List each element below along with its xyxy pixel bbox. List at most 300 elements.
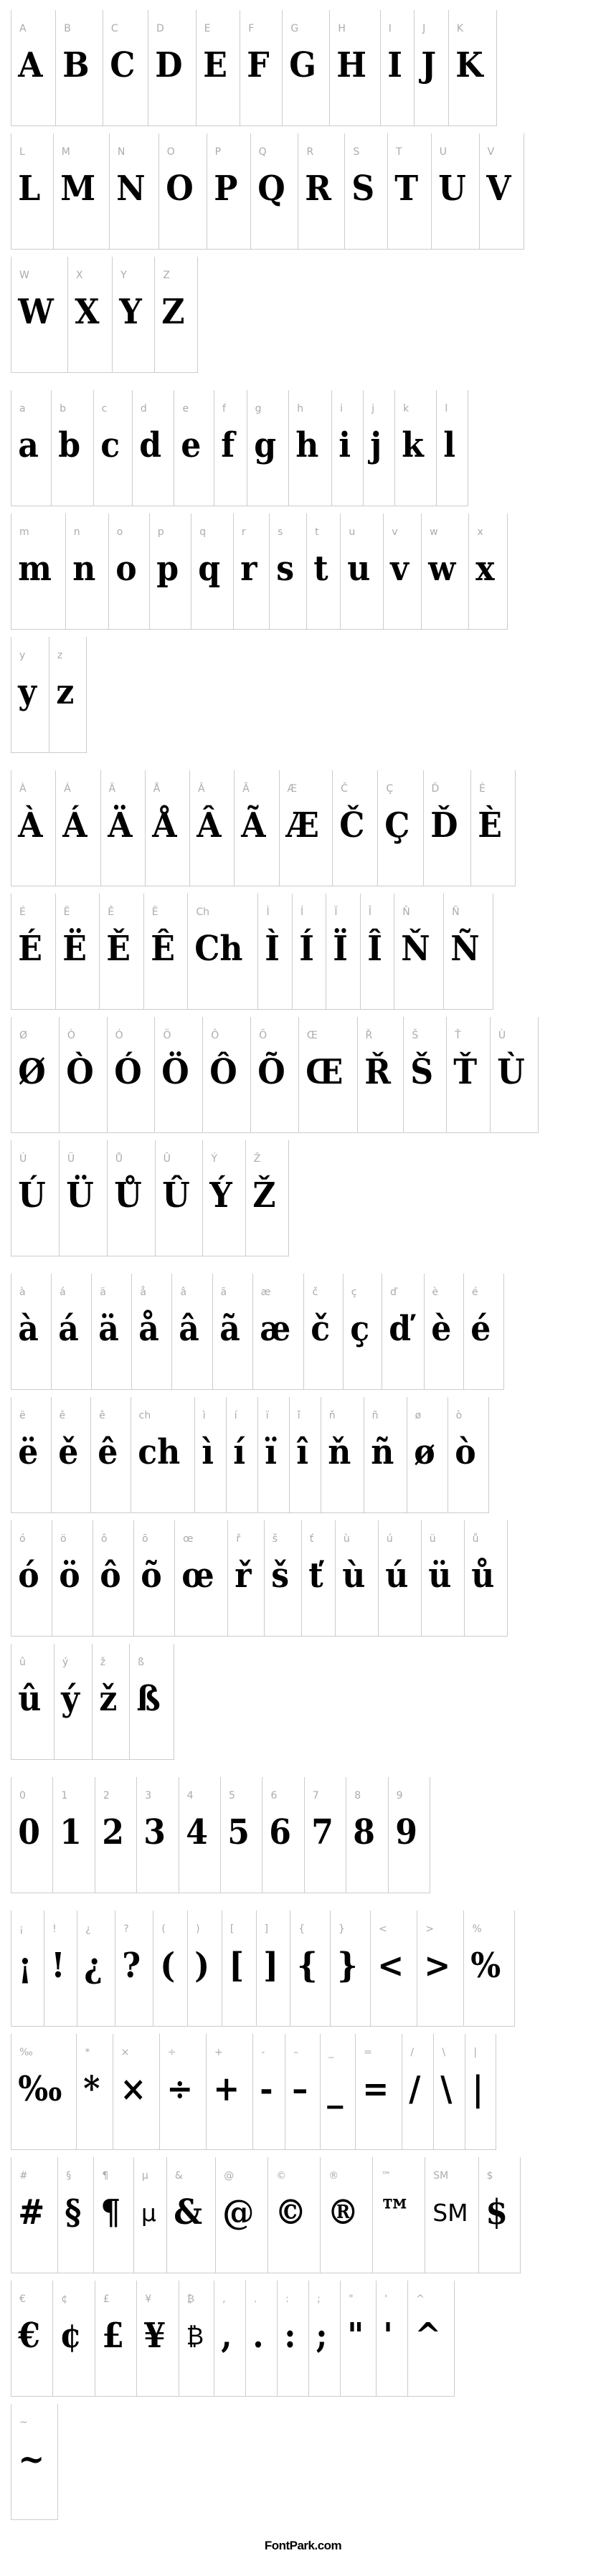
glyph-label: ‰ [19, 2047, 33, 2058]
glyph-label: i [340, 403, 344, 415]
glyph-preview: \ [440, 2069, 453, 2109]
glyph-cell [148, 10, 196, 126]
glyph-preview: W [18, 292, 54, 332]
glyph-label: w [430, 526, 438, 538]
glyph-cell [382, 1274, 424, 1390]
glyph-label: ž [100, 1657, 106, 1668]
glyph-label: Ě [108, 906, 115, 918]
glyph-label: e [182, 403, 189, 415]
glyph-cell [11, 2034, 76, 2150]
glyph-cell [11, 1397, 51, 1513]
glyph-preview: à [18, 1309, 39, 1349]
glyph-cell [357, 1017, 404, 1133]
glyph-preview: < [377, 1946, 404, 1986]
glyph-cell [421, 513, 468, 630]
glyph-preview: É [18, 929, 42, 969]
glyph-cell [257, 1397, 289, 1513]
glyph-cell [129, 1644, 174, 1760]
glyph-preview: a [18, 425, 39, 465]
glyph-label: Ì [266, 906, 270, 918]
glyph-label: O [166, 146, 175, 158]
glyph-preview: ř [235, 1555, 252, 1596]
glyph-label: k [403, 403, 409, 415]
glyph-preview: - [260, 2069, 273, 2109]
glyph-cell [344, 133, 387, 250]
glyph-cell [93, 1520, 133, 1637]
glyph-label: č [312, 1287, 318, 1298]
glyph-cell [256, 1910, 290, 2027]
glyph-cell [103, 10, 148, 126]
glyph-preview: K [455, 45, 483, 85]
glyph-preview: i [338, 425, 351, 465]
glyph-label: = [364, 2047, 372, 2058]
glyph-preview: 9 [394, 1812, 417, 1852]
glyph-row [11, 1644, 602, 1760]
glyph-label: î [297, 1410, 300, 1421]
glyph-preview: ñ [370, 1432, 394, 1472]
glyph-cell [76, 2034, 112, 2150]
glyph-cell [55, 894, 100, 1010]
glyph-cell [247, 390, 289, 506]
glyph-cell [423, 770, 471, 886]
glyph-label: à [19, 1287, 26, 1298]
glyph-cell [308, 2281, 340, 2397]
glyph-cell [372, 2157, 425, 2273]
glyph-label: ö [60, 1533, 67, 1545]
glyph-cell [107, 1140, 155, 1256]
glyph-label: Ò [67, 1030, 75, 1041]
glyph-cell [304, 1777, 346, 1893]
glyph-preview: 6 [269, 1812, 292, 1852]
glyph-cell [320, 2034, 355, 2150]
glyph-cell [402, 2034, 433, 2150]
glyph-preview: m [18, 549, 52, 589]
glyph-label: ¢ [61, 2293, 68, 2305]
glyph-preview: ch [137, 1432, 180, 1472]
glyph-cell [320, 2157, 372, 2273]
glyph-label: © [276, 2170, 287, 2182]
glyph-cell [252, 1274, 304, 1390]
glyph-preview: € [18, 2316, 40, 2356]
glyph-preview: $ [485, 2192, 508, 2232]
glyph-label: ^ [416, 2293, 425, 2305]
glyph-cell [363, 390, 394, 506]
glyph-label: ! [52, 1923, 57, 1935]
glyph-label: ~ [19, 2417, 28, 2428]
glyph-preview: f [221, 425, 235, 465]
glyph-preview: ¡ [18, 1946, 32, 1986]
glyph-cell [51, 390, 93, 506]
glyph-preview: s [276, 549, 295, 589]
glyph-cell [11, 1140, 59, 1256]
glyph-preview: q [198, 549, 221, 589]
glyph-preview: µ [141, 2199, 156, 2227]
glyph-row [11, 390, 602, 506]
glyph-preview: û [18, 1679, 42, 1719]
glyph-cell [407, 2281, 455, 2397]
glyph-label: Œ [306, 1030, 318, 1041]
glyph-row [11, 10, 602, 126]
glyph-label: 3 [145, 1790, 152, 1801]
glyph-row [11, 1777, 602, 1893]
glyph-preview: š [270, 1555, 289, 1596]
glyph-label: ¥ [145, 2293, 152, 2305]
glyph-preview: ě [57, 1432, 78, 1472]
glyph-cell [11, 637, 49, 753]
glyph-label: µ [141, 2170, 148, 2182]
glyph-cell [131, 1397, 194, 1513]
glyph-label: H [338, 23, 346, 34]
glyph-row [11, 257, 602, 373]
glyph-label: ë [19, 1410, 26, 1421]
glyph-cell [448, 1397, 489, 1513]
glyph-preview: ! [51, 1946, 65, 1986]
glyph-cell [51, 1274, 91, 1390]
glyph-cell [11, 1017, 59, 1133]
glyph-preview: v [390, 549, 409, 589]
glyph-label: v [392, 526, 398, 538]
glyph-cell [155, 1140, 203, 1256]
glyph-cell [11, 1910, 44, 2027]
glyph-label: Č [341, 783, 348, 795]
glyph-row [11, 1140, 602, 1256]
glyph-cell [425, 2157, 478, 2273]
glyph-label: ™ [381, 2170, 392, 2182]
glyph-cell [250, 133, 298, 250]
glyph-cell [158, 133, 207, 250]
glyph-label: É [19, 906, 26, 918]
glyph-label: ÷ [167, 2047, 176, 2058]
glyph-cell [202, 1140, 245, 1256]
glyph-preview: E [202, 45, 227, 85]
glyph-row [11, 770, 602, 886]
glyph-cell [52, 1520, 93, 1637]
glyph-cell [303, 1274, 342, 1390]
glyph-row [11, 2034, 602, 2150]
glyph-preview: ] [262, 1946, 278, 1986]
glyph-preview: ; [316, 2316, 328, 2356]
glyph-preview: 7 [311, 1812, 333, 1852]
glyph-label: [ [229, 1923, 235, 1935]
glyph-preview: M [60, 169, 95, 209]
glyph-label: 7 [312, 1790, 319, 1801]
glyph-preview: j [370, 425, 382, 465]
glyph-cell [149, 513, 191, 630]
glyph-cell [343, 1274, 382, 1390]
glyph-preview: ê [98, 1432, 118, 1472]
glyph-cell [91, 1274, 131, 1390]
glyph-label: Z [163, 270, 171, 281]
glyph-label: ê [99, 1410, 105, 1421]
glyph-label: ñ [371, 1410, 379, 1421]
glyph-row [11, 513, 602, 630]
glyph-cell [115, 1910, 153, 2027]
glyph-preview: S [351, 169, 375, 209]
glyph-cell [330, 1910, 370, 2027]
glyph-cell [380, 10, 414, 126]
glyph-label: Ť [455, 1030, 461, 1041]
glyph-label: ů [472, 1533, 479, 1545]
glyph-label: ' [384, 2293, 387, 2305]
glyph-preview: 4 [185, 1812, 208, 1852]
glyph-preview: ď [389, 1309, 412, 1349]
glyph-cell [331, 390, 363, 506]
glyph-section-lowercase-accented [11, 1274, 602, 1760]
glyph-label: ¶ [102, 2170, 109, 2182]
glyph-label: x [477, 526, 483, 538]
glyph-preview: Ú [18, 1175, 46, 1216]
glyph-label: o [116, 526, 123, 538]
glyph-preview: I [387, 45, 402, 85]
glyph-preview: Œ [306, 1052, 344, 1092]
glyph-preview: n [72, 549, 96, 589]
glyph-cell [95, 1777, 136, 1893]
glyph-row [11, 1910, 602, 2027]
glyph-cell [214, 390, 247, 506]
glyph-preview: & [174, 2192, 202, 2232]
glyph-label: 0 [19, 1790, 26, 1801]
glyph-label: í [234, 1410, 237, 1421]
glyph-preview: 1 [60, 1812, 82, 1852]
glyph-label: L [19, 146, 25, 158]
glyph-cell [93, 2157, 133, 2273]
glyph-cell [11, 10, 55, 126]
glyph-cell [470, 770, 516, 886]
glyph-preview: Ü [66, 1175, 94, 1216]
glyph-cell [187, 894, 257, 1010]
glyph-preview: k [402, 425, 424, 465]
glyph-label: z [57, 650, 63, 661]
glyph-preview: > [424, 1946, 451, 1986]
glyph-preview: § [65, 2192, 82, 2232]
glyph-preview: × [119, 2069, 146, 2109]
glyph-label: Í [300, 906, 304, 918]
glyph-preview: 0 [18, 1812, 40, 1852]
glyph-label: ® [328, 2170, 339, 2182]
glyph-label: ( [161, 1923, 166, 1935]
glyph-cell [90, 1397, 131, 1513]
glyph-cell [463, 1910, 515, 2027]
glyph-preview: F [247, 45, 270, 85]
glyph-label: Ç [386, 783, 394, 795]
glyph-preview: Ø [18, 1052, 46, 1092]
glyph-row [11, 2281, 602, 2397]
glyph-label: Ñ [452, 906, 460, 918]
glyph-cell [306, 513, 340, 630]
glyph-cell [11, 2157, 57, 2273]
glyph-cell [194, 1397, 226, 1513]
glyph-preview: ň [327, 1432, 351, 1472]
glyph-cell [207, 133, 250, 250]
glyph-cell [143, 894, 188, 1010]
glyph-preview: | [472, 2069, 484, 2109]
glyph-cell [153, 1910, 187, 2027]
glyph-cell [154, 1017, 202, 1133]
glyph-label: Ô [211, 1030, 219, 1041]
glyph-preview: e [181, 425, 202, 465]
glyph-label: \ [442, 2047, 446, 2058]
glyph-cell [355, 2034, 402, 2150]
glyph-preview: . [252, 2316, 264, 2356]
glyph-cell [240, 10, 282, 126]
glyph-label: ç [351, 1287, 357, 1298]
glyph-cell [424, 1274, 464, 1390]
glyph-cell [11, 1777, 52, 1893]
glyph-preview: 8 [353, 1812, 376, 1852]
glyph-cell [394, 390, 436, 506]
glyph-cell [11, 513, 65, 630]
glyph-preview: ™ [379, 2192, 412, 2232]
glyph-row [11, 133, 602, 250]
glyph-preview: t [313, 549, 328, 589]
glyph-preview: ö [59, 1555, 80, 1596]
glyph-preview: h [295, 425, 319, 465]
glyph-preview: í [232, 1432, 245, 1472]
glyph-cell [67, 257, 112, 373]
glyph-cell [340, 513, 383, 630]
glyph-label: ï [265, 1410, 269, 1421]
glyph-label: Ž [253, 1153, 261, 1165]
glyph-cell [387, 133, 431, 250]
glyph-preview: Ô [209, 1052, 237, 1092]
glyph-preview: â [179, 1309, 200, 1349]
glyph-label: ; [317, 2293, 321, 2305]
glyph-preview: Ì [265, 929, 280, 969]
glyph-preview: x [475, 549, 496, 589]
glyph-preview: Ch [194, 929, 243, 969]
glyph-label: Ë [63, 906, 70, 918]
glyph-label: 2 [103, 1790, 110, 1801]
glyph-label: ó [19, 1533, 26, 1545]
glyph-preview: R [305, 169, 332, 209]
glyph-cell [279, 770, 333, 886]
glyph-cell [252, 2034, 285, 2150]
glyph-label: p [157, 526, 164, 538]
glyph-preview: ? [122, 1946, 141, 1986]
glyph-preview: o [115, 549, 137, 589]
glyph-label: S [353, 146, 360, 158]
glyph-preview: ó [18, 1555, 39, 1596]
glyph-row [11, 637, 602, 753]
glyph-preview: J [421, 45, 437, 85]
glyph-cell [65, 513, 108, 630]
glyph-label: À [19, 783, 27, 795]
glyph-cell [431, 133, 479, 250]
glyph-cell [55, 770, 100, 886]
glyph-preview: ž [98, 1679, 118, 1719]
glyph-label: N [117, 146, 126, 158]
glyph-cell [174, 1520, 227, 1637]
glyph-cell [212, 1274, 252, 1390]
glyph-cell [57, 2157, 93, 2273]
glyph-label: M [61, 146, 70, 158]
glyph-preview: č [311, 1309, 331, 1349]
glyph-preview: ¿ [84, 1946, 103, 1986]
glyph-label: C [110, 23, 118, 34]
glyph-label: ň [328, 1410, 336, 1421]
glyph-label: ù [343, 1533, 350, 1545]
glyph-cell [364, 1397, 407, 1513]
glyph-label: u [349, 526, 356, 538]
glyph-cell [245, 2281, 277, 2397]
glyph-cell [329, 10, 379, 126]
glyph-preview: ) [194, 1946, 210, 1986]
glyph-row [11, 1397, 602, 1513]
glyph-cell [433, 2034, 465, 2150]
glyph-preview: ť [308, 1555, 323, 1596]
glyph-label: Õ [259, 1030, 268, 1041]
glyph-label: f [222, 403, 226, 415]
glyph-label: SM [433, 2170, 449, 2182]
glyph-label: W [19, 270, 29, 281]
glyph-preview: { [297, 1946, 318, 1986]
glyph-label: ] [264, 1923, 269, 1935]
glyph-label: ě [59, 1410, 66, 1421]
glyph-preview: õ [141, 1555, 162, 1596]
glyph-preview: Ů [113, 1175, 142, 1216]
glyph-label: | [473, 2047, 478, 2058]
glyph-preview: l [443, 425, 456, 465]
glyph-preview: Ď [430, 805, 458, 846]
glyph-label: ä [100, 1287, 106, 1298]
glyph-preview: * [83, 2069, 100, 2109]
glyph-preview: u [347, 549, 371, 589]
glyph-label: { [298, 1923, 306, 1935]
glyph-preview: 5 [227, 1812, 250, 1852]
glyph-cell [11, 133, 53, 250]
glyph-preview: ¥ [143, 2316, 166, 2356]
glyph-cell [220, 1777, 262, 1893]
glyph-preview: Ť [453, 1052, 478, 1092]
glyph-label: y [19, 650, 26, 661]
glyph-preview: Í [299, 929, 314, 969]
glyph-cell [93, 390, 132, 506]
glyph-label: 8 [354, 1790, 361, 1801]
glyph-cell [346, 1777, 387, 1893]
glyph-label: œ [183, 1533, 194, 1545]
glyph-preview: Ë [62, 929, 87, 969]
glyph-preview: D [155, 45, 183, 85]
glyph-label: Ý [211, 1153, 217, 1165]
glyph-preview: ù [342, 1555, 366, 1596]
glyph-preview: Q [257, 169, 285, 209]
glyph-cell [92, 1644, 129, 1760]
glyph-preview: } [337, 1946, 358, 1986]
glyph-label: ť [309, 1533, 314, 1545]
glyph-label: Ch [196, 906, 210, 918]
glyph-label: g [255, 403, 262, 415]
glyph-cell [159, 2034, 206, 2150]
glyph-cell [222, 1910, 256, 2027]
glyph-label: U [439, 146, 448, 158]
glyph-cell [446, 1017, 490, 1133]
glyph-label: Ď [431, 783, 440, 795]
glyph-cell [335, 1520, 378, 1637]
glyph-label: n [73, 526, 80, 538]
glyph-label: 4 [186, 1790, 194, 1801]
glyph-label: # [19, 2170, 28, 2182]
glyph-preview: Û [161, 1175, 190, 1216]
glyph-preview: À [18, 805, 43, 846]
glyph-section-lowercase-basic [11, 390, 602, 753]
glyph-cell [206, 2034, 252, 2150]
glyph-cell [378, 1520, 421, 1637]
glyph-label: $ [486, 2170, 493, 2182]
glyph-cell [191, 513, 233, 630]
glyph-preview: X [75, 292, 100, 332]
glyph-cell [136, 1777, 178, 1893]
glyph-cell [133, 2157, 166, 2273]
